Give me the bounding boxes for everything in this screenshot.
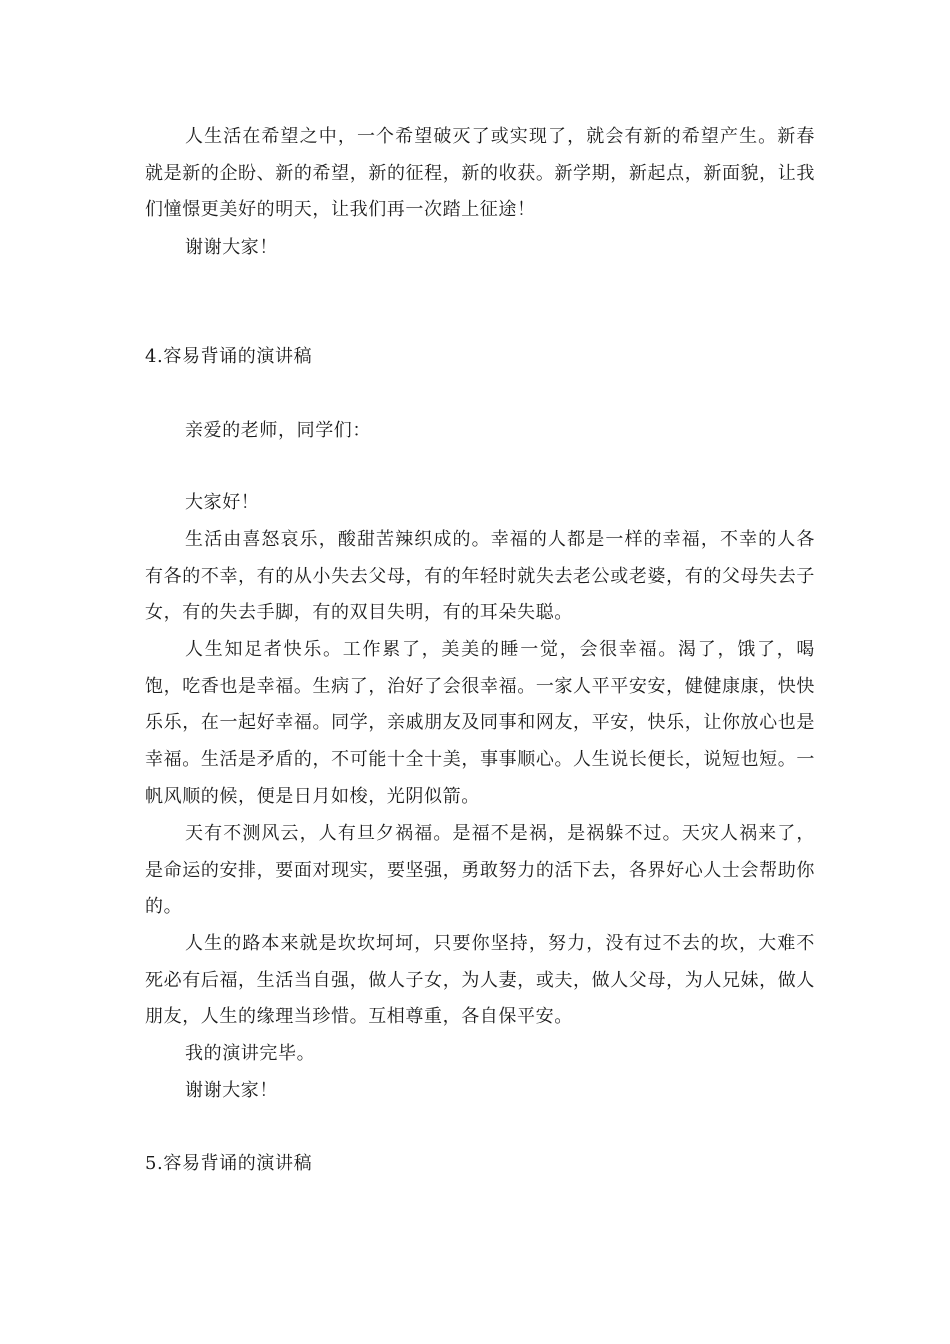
paragraph-hope: 人生活在希望之中，一个希望破灭了或实现了，就会有新的希望产生。新春就是新的企盼、新的希望，新的征程，新的收获。新学期，新起点，新面貌，让我们憧憬更美好的明天，让我们再一次踏上征途！ xyxy=(145,126,815,221)
paragraph-life-emotions: 生活由喜怒哀乐，酸甜苦辣织成的。幸福的人都是一样的幸福，不幸的人各有各的不幸，有的从小失去父母，有的年轻时就失去老公或老婆，有的父母失去子女，有的失去手脚，有的双目失明，有的耳朵失聪。 xyxy=(145,529,815,624)
heading-section-4: 4.容易背诵的演讲稿 xyxy=(145,346,313,367)
paragraph-contentment: 人生知足者快乐。工作累了，美美的睡一觉，会很幸福。渴了，饿了，喝饱，吃香也是幸福。生病了，治好了会很幸福。一家人平平安安，健健康康，快快乐乐，在一起好幸福。同学，亲戚朋友及同事和网友，平安，快乐，让你放心也是幸福。生活是矛盾的，不可能十全十美，事事顺心。人生说长便长，说短也短。一帆风顺的候，便是日月如梭，光阴似箭。 xyxy=(145,639,815,807)
heading-section-5: 5.容易背诵的演讲稿 xyxy=(145,1153,313,1174)
paragraph-life-path: 人生的路本来就是坎坎坷坷，只要你坚持，努力，没有过不去的坎，大难不死必有后福，生活当自强，做人子女，为人妻，或夫，做人父母，为人兄妹，做人朋友，人生的缘理当珍惜。互相尊重，各自保平安。 xyxy=(145,933,815,1028)
closing-thanks-4: 谢谢大家！ xyxy=(185,1080,278,1101)
salutation: 亲爱的老师，同学们： xyxy=(185,420,371,441)
closing-thanks-3: 谢谢大家！ xyxy=(185,237,278,258)
speech-end: 我的演讲完毕。 xyxy=(185,1043,316,1064)
paragraph-fortune: 天有不测风云，人有旦夕祸福。是福不是祸，是祸躲不过。天灾人祸来了，是命运的安排，要面对现实，要坚强，勇敢努力的活下去，各界好心人士会帮助你的。 xyxy=(145,823,815,918)
greeting: 大家好！ xyxy=(185,492,260,513)
